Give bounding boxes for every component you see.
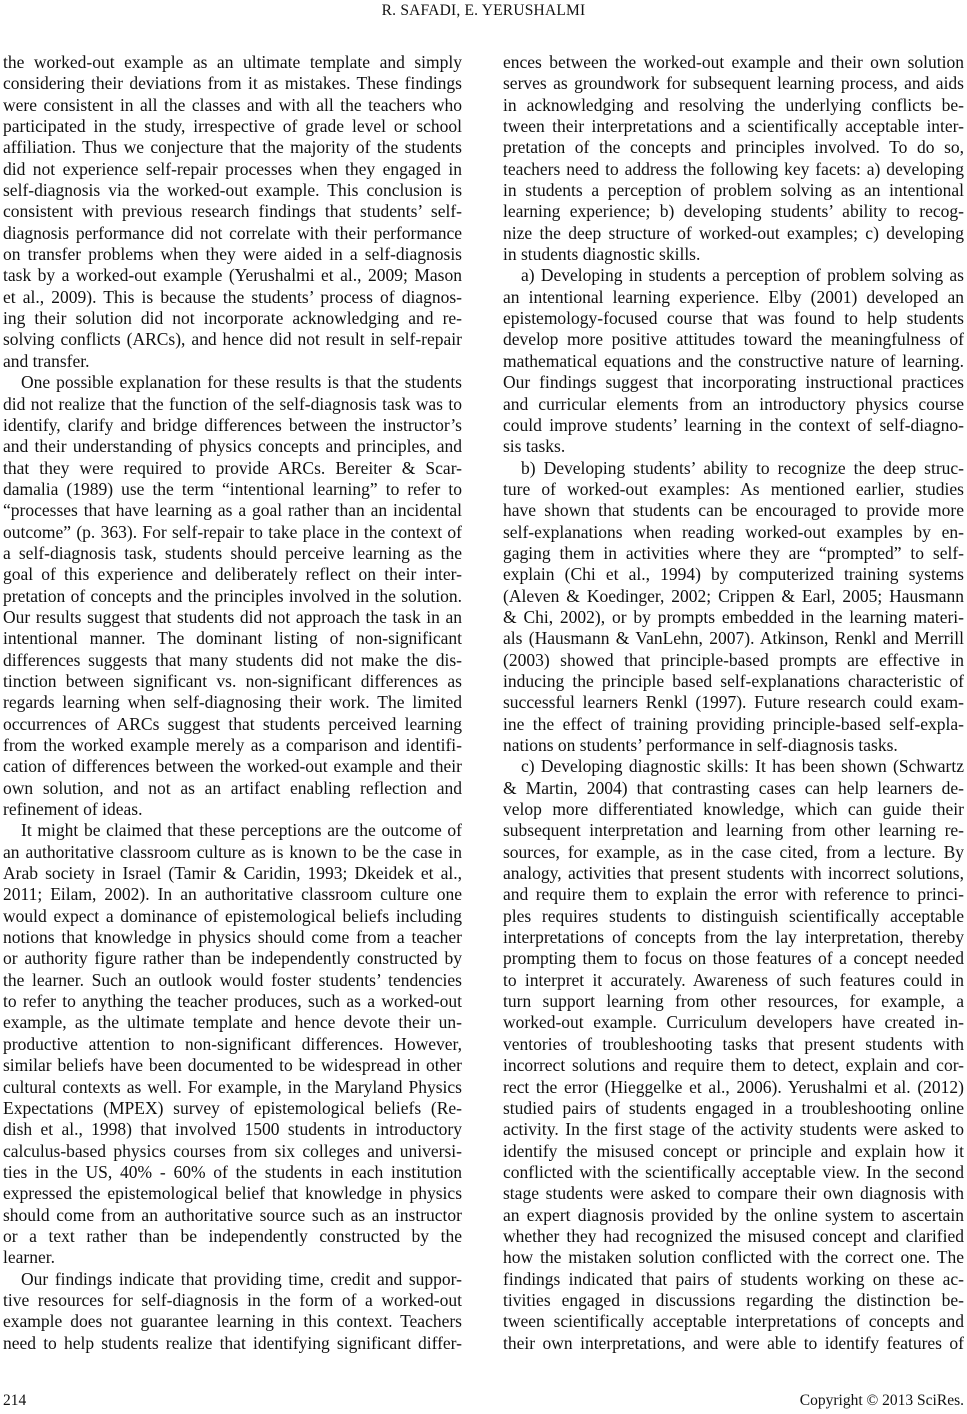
text-line: differences suggests that many students did not make the dis- [3, 649, 462, 670]
text-line: ventories of troubleshooting tasks that present students with [503, 1033, 964, 1054]
text-line: tive resources for self-diagnosis in the form of a worked-out [3, 1289, 462, 1310]
page-number: 214 [3, 1392, 27, 1409]
text-line: turn support learning from other resources, for example, a [503, 991, 964, 1012]
text-line: nations on students’ performance in self-diagnosis tasks. [503, 735, 898, 755]
text-line: learner. [3, 1247, 55, 1268]
text-line: how the mistaken solution conflicted with the correct one. The [503, 1247, 964, 1268]
text-line: rect the error (Hieggelke et al., 2006). Yerushalmi et al. (2012) [503, 1076, 964, 1097]
text-line: intentional manner. The dominant listing of non-significant [3, 628, 462, 649]
text-line: a) Developing in students a perception of problem solving as [521, 265, 964, 286]
text-line: (Aleven & Koedinger, 2002; Crippen & Earl, 2005; Hausmann [503, 585, 964, 606]
text-line: teachers need to address the following key facets: a) developing [503, 158, 964, 179]
text-line: & Chi, 2002), or by prompts embedded in the learning materi- [503, 606, 964, 627]
text-line: tween their interpretations and a scientifically acceptable inter- [503, 116, 964, 137]
text-line: or authority figure rather than be independently constructed by [3, 948, 462, 969]
text-line: interpretations of concepts from the lay interpretation, thereby [503, 927, 964, 948]
text-line: example does not guarantee learning in this context. Teachers [3, 1311, 462, 1332]
text-line: self-explanations when reading worked-out examples by en- [503, 521, 964, 542]
text-line: similar beliefs have been documented to be widespread in other [3, 1055, 462, 1076]
text-line: develop more positive attitudes toward the meaningfulness of [503, 329, 964, 350]
text-line: identify, clarify and bridge differences between the instructor’s [3, 414, 462, 435]
text-line: to interpret it accurately. Awareness of such features could in [503, 969, 964, 990]
text-line: It might be claimed that these perceptions are the outcome of [21, 820, 462, 841]
text-line: did not experience self-repair processes when they engaged in [3, 158, 462, 179]
text-line: subsequent interpretation and learning from other learning re- [503, 820, 964, 841]
text-line: velop more differentiated knowledge, which can guide their [503, 799, 964, 820]
text-line: explain (Chi et al., 1994) by computerized training systems [503, 564, 964, 585]
text-line: (2003) showed that principle-based prompts are effective in [503, 649, 964, 670]
text-line: considering their deviations from it as mistakes. These findings [3, 73, 462, 94]
text-line: tinction between significant vs. non-significant differences as [3, 670, 462, 691]
text-line: serves as groundwork for subsequent learning process, and aids [503, 73, 964, 94]
text-line: solving conflicts (ARCs), and hence did not result in self-repair [3, 329, 462, 350]
text-line: sources, for example, as in the case cited, from a lecture. By [503, 841, 964, 862]
text-line: dish et al., 1998) that involved 1500 students in introductory [3, 1119, 462, 1140]
text-line: an intentional learning experience. Elby (2001) developed an [503, 286, 964, 307]
text-line: in students diagnostic skills. [503, 244, 701, 265]
text-line: worked-out example. Curriculum developers have created in- [503, 1012, 964, 1033]
text-line: self-diagnosis via the worked-out example. This conclusion is [3, 180, 462, 201]
text-line: Our findings indicate that providing time, credit and suppor- [21, 1268, 462, 1289]
running-head: R. SAFADI, E. YERUSHALMI [381, 2, 586, 19]
text-line: c) Developing diagnostic skills: It has been shown (Schwartz [521, 756, 964, 777]
text-line: or a text rather than be independently constructed by the [3, 1225, 462, 1246]
text-line: on transfer problems when they were aided in a self-diagnosis [3, 244, 462, 265]
text-line: have shown that students can be encouraged to provide more [503, 500, 964, 521]
text-line: consistent with previous research findings that students’ self- [3, 201, 462, 222]
text-line: learning experience; b) developing students’ ability to recog- [503, 201, 964, 222]
left-column [3, 52, 462, 1354]
text-line: mathematical equations and the constructive nature of learning. [503, 350, 964, 371]
text-line: incorrect solutions and require them to detect, explain and cor- [503, 1055, 964, 1076]
paragraph [3, 372, 462, 820]
text-line: need to help students realize that identifying significant differ- [3, 1332, 462, 1353]
text-line: ples requires students to distinguish scientifically acceptable [503, 905, 964, 926]
text-line: ties in the US, 40% - 60% of the students in each institution [3, 1161, 462, 1182]
text-line: regards learning when self-diagnosing their work. The limited [3, 692, 462, 713]
text-line: Expectations (MPEX) survey of epistemological beliefs (Re- [3, 1097, 462, 1118]
text-line: Our findings suggest that incorporating instructional practices [503, 372, 964, 393]
text-line: studied pairs of students engaged in a troubleshooting online [503, 1097, 964, 1118]
paragraph [503, 265, 964, 457]
text-line: occurrences of ARCs suggest that students perceived learning [3, 713, 462, 734]
text-line: epistemology-focused course that was found to help students [503, 308, 964, 329]
text-line: did not realize that the function of the self-diagnosis task was to [3, 393, 462, 414]
text-line: Our results suggest that students did not approach the task in an [3, 606, 462, 627]
text-line: their own interpretations, and were able to identify features of [503, 1332, 964, 1353]
text-line: damalia (1989) use the term “intentional learning” to refer to [3, 478, 462, 499]
text-line: b) Developing students’ ability to recognize the deep struc- [521, 457, 964, 478]
text-line: pretation of the concepts and principles involved. To do so, [503, 137, 964, 158]
text-line: tween scientifically acceptable interpretations of concepts and [503, 1311, 964, 1332]
text-line: calculus-based physics courses from six colleges and universi- [3, 1140, 462, 1161]
text-line: identify the misused concept or principle and explain how it [503, 1140, 964, 1161]
text-line: als (Hausmann & VanLehn, 2007). Atkinson, Renkl and Merrill [503, 628, 964, 649]
text-line: goal of this experience and deliberately reflect on their inter- [3, 564, 462, 585]
text-line: conflicted with the scientifically acceptable view. In the second [503, 1161, 964, 1182]
copyright-notice: Copyright © 2013 SciRes. [799, 1392, 964, 1409]
paragraph [3, 820, 462, 1268]
text-line: nize the deep structure of worked-out examples; c) developing [503, 222, 964, 243]
text-line: in students a perception of problem solving as an intentional [503, 180, 964, 201]
text-line: pretation of concepts and the principles involved in the solution. [3, 585, 462, 606]
text-line: ing their solution did not incorporate acknowledging and re- [3, 308, 462, 329]
text-line: were consistent in all the classes and with all the teachers who [3, 94, 462, 115]
paragraph [3, 1269, 462, 1354]
text-line: to refer to anything the teacher produces, such as a worked-out [3, 991, 462, 1012]
text-line: ine the effect of training providing principle-based self-expla- [503, 713, 964, 734]
text-line: from the worked example merely as a comparison and identifi- [3, 735, 462, 755]
text-line: outcome” (p. 363). For self-repair to take place in the context of [3, 521, 462, 542]
right-column [503, 52, 964, 1354]
text-line: activity. In the first stage of the activity students were asked to [503, 1119, 964, 1140]
text-line: and their understanding of physics concepts and principles, and [3, 436, 462, 457]
text-line: gaging them in activities where they are “prompted” to self- [503, 542, 964, 563]
text-line: a self-diagnosis task, students should perceive learning as the [3, 542, 462, 563]
paragraph [503, 756, 964, 1354]
text-line: cation of differences between the worked-out example and their [3, 756, 462, 777]
text-line: sis tasks. [503, 436, 566, 457]
text-line: cultural contexts as well. For example, in the Maryland Physics [3, 1076, 462, 1097]
text-line: diagnosis performance did not correlate with their performance [3, 222, 462, 243]
text-line: that they were required to provide ARCs. Bereiter & Scar- [3, 457, 462, 478]
text-line: and transfer. [3, 350, 90, 371]
text-line: successful learners Renkl (1997). Future research could exam- [503, 692, 964, 713]
text-line: One possible explanation for these results is that the students [21, 372, 462, 393]
text-line: “processes that have learning as a goal rather than an incidental [3, 500, 462, 521]
text-line: Arab society in Israel (Tamir & Caridin, 1993; Dkeidek et al., [3, 863, 462, 884]
text-line: ture of worked-out examples: As mentioned earlier, studies [503, 478, 964, 499]
text-line: expressed the epistemological belief that knowledge in physics [3, 1183, 462, 1204]
paragraph [3, 52, 462, 372]
text-line: would expect a dominance of epistemological beliefs including [3, 905, 462, 926]
text-line: prompting them to focus on those features of a concept needed [503, 948, 964, 969]
text-line: & Martin, 2004) that contrasting cases can help learners de- [503, 777, 964, 798]
text-line: findings indicated that pairs of students working on these ac- [503, 1268, 964, 1289]
text-line: example, as the ultimate template and hence devote their un- [3, 1012, 462, 1033]
text-line: whether they had recognized the misused concept and clarified [503, 1225, 964, 1246]
text-line: own solution, and not as an artifact enabling reflection and [3, 777, 462, 798]
text-line: the learner. Such an outlook would foster students’ tendencies [3, 969, 462, 990]
text-line: inducing the principle based self-explanations characteristic of [503, 670, 964, 691]
text-line: in acknowledging and resolving the underlying conflicts be- [503, 94, 964, 115]
text-line: task by a worked-out example (Yerushalmi et al., 2009; Mason [3, 265, 462, 286]
text-line: analogy, activities that present students with incorrect solutions, [503, 863, 964, 884]
text-line: stage students were asked to compare their own diagnosis with [503, 1183, 964, 1204]
text-line: tivities engaged in discussions regarding the distinction be- [503, 1289, 964, 1310]
text-line: and require them to explain the error with reference to princi- [503, 884, 964, 905]
text-line: should come from an authoritative source such as an instructor [3, 1204, 462, 1225]
text-line: participated in the study, irrespective of grade level or school [3, 116, 462, 137]
text-line: ences between the worked-out example and their own solution [503, 52, 964, 72]
text-line: 2011; Eilam, 2002). In an authoritative classroom culture one [3, 884, 462, 905]
paragraph [503, 52, 964, 265]
text-line: the worked-out example as an ultimate template and simply [3, 52, 462, 72]
text-line: refinement of ideas. [3, 799, 143, 820]
text-line: an expert diagnosis provided by the online system to ascertain [503, 1204, 964, 1225]
text-line: notions that knowledge in physics should come from a teacher [3, 927, 462, 948]
text-line: could improve students’ learning in the context of self-diagno- [503, 414, 964, 435]
text-line: affiliation. Thus we conjecture that the majority of the students [3, 137, 462, 158]
paragraph [503, 458, 964, 757]
text-line: productive attention to non-significant differences. However, [3, 1033, 462, 1054]
text-line: et al., 2009). This is because the students’ process of diagnos- [3, 286, 462, 307]
text-line: an authoritative classroom culture as is known to be the case in [3, 841, 462, 862]
text-line: and curricular elements from an introductory physics course [503, 393, 964, 414]
